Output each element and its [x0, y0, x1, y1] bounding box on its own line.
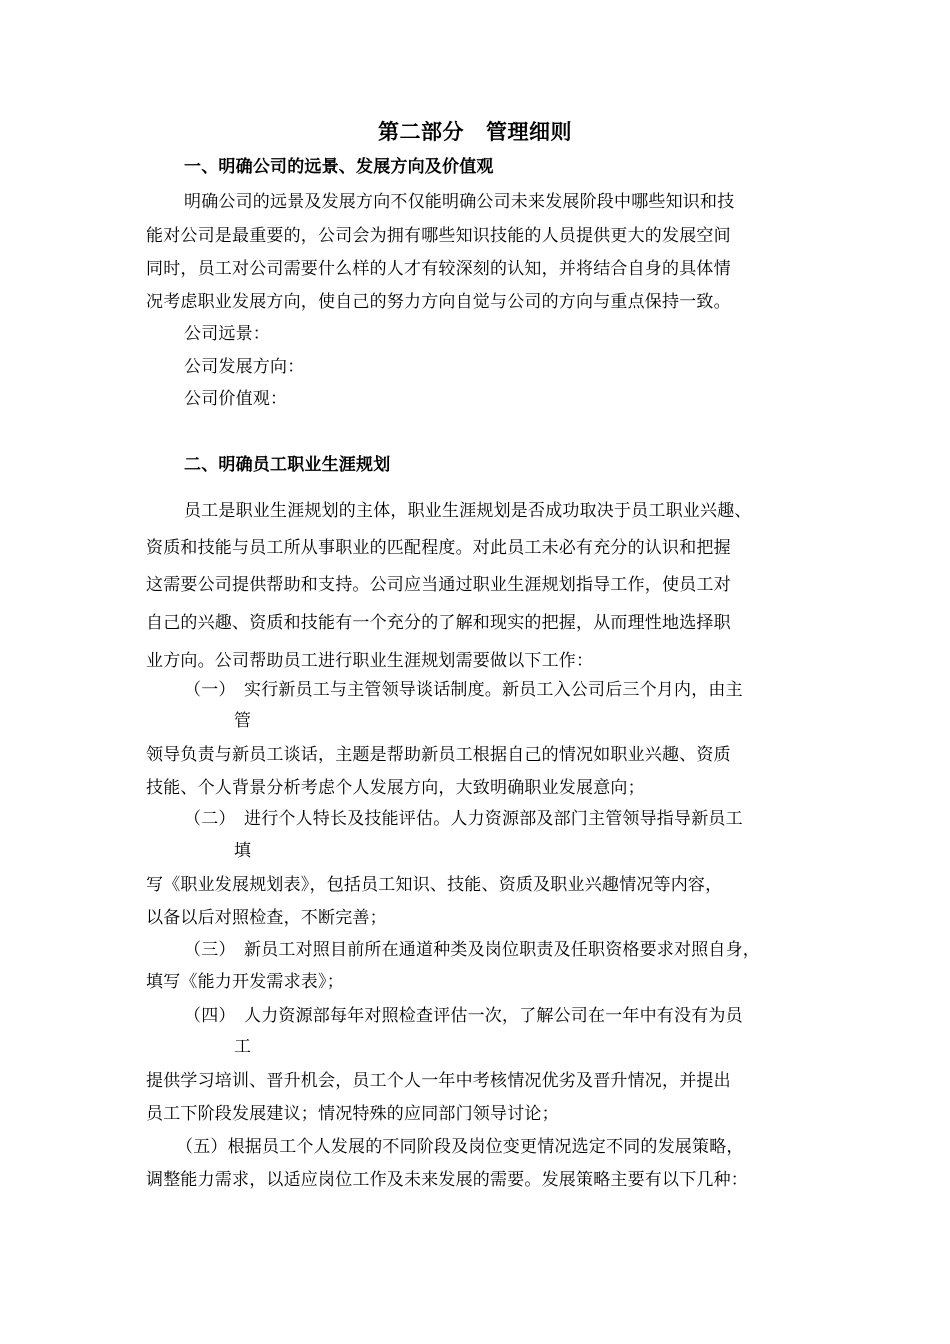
item-first-line: 实行新员工与主管领导谈话制度。新员工入公司后三个月内，由主 [244, 680, 743, 700]
item-number: （三） [184, 940, 236, 960]
section1-para-line: 能对公司是最重要的，公司会为拥有哪些知识技能的人员提供更大的发展空间 [146, 226, 731, 246]
title-part: 第二部分 [378, 119, 464, 144]
page-title [0, 118, 950, 146]
item-first-line: 进行个人特长及技能评估。人力资源部及部门主管领导指导新员工 [244, 809, 743, 829]
item-number: （二） [184, 809, 236, 829]
section1-para-line: 况考虑职业发展方向，使自己的努力方向自觉与公司的方向与重点保持一致。 [146, 292, 731, 312]
section2-para-line: 资质和技能与员工所从事职业的匹配程度。对此员工未必有充分的认识和把握 [146, 538, 731, 558]
section1-heading: 一、明确公司的远景、发展方向及价值观 [184, 157, 494, 177]
item-rest-line: 写《职业发展规划表》，包括员工知识、技能、资质及职业兴趣情况等内容， [146, 875, 723, 895]
item5-line: 调整能力需求，以适应岗位工作及未来发展的需要。发展策略主要有以下几种： [146, 1170, 748, 1190]
section1-para-line: 明确公司的远景及发展方向不仅能明确公司未来发展阶段中哪些知识和技 [184, 192, 735, 212]
section1-para-line: 同时，员工对公司需要什么样的人才有较深刻的认知，并将结合自身的具体情 [146, 259, 731, 279]
item-rest-line: 领导负责与新员工谈话，主题是帮助新员工根据自己的情况如职业兴趣、资质 [146, 745, 731, 765]
company-vision-label: 公司远景： [184, 324, 270, 344]
title-name: 管理细则 [486, 119, 572, 144]
section2-para-line: 员工是职业生涯规划的主体，职业生涯规划是否成功取决于员工职业兴趣、 [184, 501, 752, 521]
company-direction-label: 公司发展方向： [184, 357, 305, 377]
item-wrap-line: 工 [234, 1037, 252, 1057]
item-wrap-line: 填 [234, 841, 252, 861]
company-values-label: 公司价值观： [184, 389, 288, 409]
item-rest-line: 以备以后对照检查，不断完善； [146, 908, 387, 928]
item5-line: （五）根据员工个人发展的不同阶段及岗位变更情况选定不同的发展策略， [176, 1137, 744, 1157]
item-number: （四） [184, 1006, 236, 1026]
section2-para-line: 这需要公司提供帮助和支持。公司应当通过职业生涯规划指导工作，使员工对 [146, 575, 731, 595]
item-wrap-line: 管 [234, 711, 252, 731]
item-first-line: 新员工对照目前所在通道种类及岗位职责及任职资格要求对照自身， [244, 940, 760, 960]
section2-para-line: 自己的兴趣、资质和技能有一个充分的了解和现实的把握，从而理性地选择职 [146, 613, 731, 633]
section2-heading: 二、明确员工职业生涯规划 [184, 455, 391, 475]
item-rest-line: 员工下阶段发展建议；情况特殊的应同部门领导讨论； [146, 1104, 559, 1124]
section2-para-line: 业方向。公司帮助员工进行职业生涯规划需要做以下工作： [146, 651, 594, 671]
item-first-line: 人力资源部每年对照检查评估一次，了解公司在一年中有没有为员 [244, 1006, 743, 1026]
item-number: （一） [184, 680, 236, 700]
item-rest-line: 技能、个人背景分析考虑个人发展方向，大致明确职业发展意向； [146, 778, 645, 798]
item-rest-line: 提供学习培训、晋升机会，员工个人一年中考核情况优劣及晋升情况，并提出 [146, 1071, 731, 1091]
item-rest-line: 填写《能力开发需求表》； [146, 972, 344, 992]
